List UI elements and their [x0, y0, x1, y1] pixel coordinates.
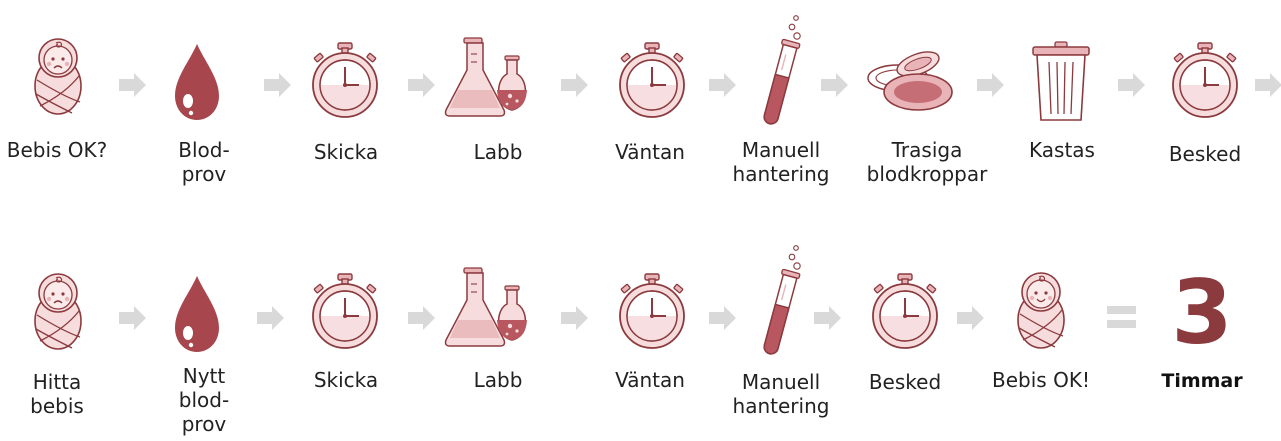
- stopwatch-icon: [313, 43, 377, 117]
- stopwatch-icon: [620, 43, 684, 117]
- arrow-icon: [119, 306, 146, 330]
- lab-flasks-icon: [446, 38, 528, 116]
- stopwatch-icon: [873, 274, 937, 348]
- stopwatch-icon: [620, 274, 684, 348]
- step-label: Väntan: [615, 140, 685, 164]
- step-label: Bebis OK!: [992, 368, 1090, 392]
- arrow-icon: [1255, 73, 1281, 97]
- arrow-icon: [408, 306, 435, 330]
- step-label: Skicka: [313, 368, 379, 392]
- total-hours-value: 3: [1171, 261, 1233, 364]
- arrow-icon: [814, 306, 841, 330]
- step-label: Skicka: [313, 140, 379, 164]
- total-hours-unit: Timmar: [1161, 370, 1243, 392]
- arrow-icon: [709, 306, 736, 330]
- baby-happy-icon: [1018, 273, 1064, 348]
- step-label: Trasiga blodkroppar: [866, 138, 988, 186]
- baby-sad-icon: [35, 39, 81, 114]
- trash-can-icon: [1033, 42, 1089, 120]
- baby-sad-icon: [35, 274, 81, 349]
- arrow-icon: [1118, 73, 1145, 97]
- step-label: Labb: [473, 140, 523, 164]
- stopwatch-icon: [313, 274, 377, 348]
- step-label: Manuell hantering: [732, 138, 830, 186]
- arrow-icon: [561, 306, 588, 330]
- step-label: Kastas: [1029, 138, 1095, 162]
- step-label: Blod- prov: [178, 138, 230, 186]
- lab-flasks-icon: [446, 268, 528, 346]
- step-label: Väntan: [615, 368, 685, 392]
- equals-icon: [1107, 306, 1136, 328]
- arrow-icon: [408, 73, 435, 97]
- stopwatch-icon: [1173, 43, 1237, 117]
- step-label: Labb: [473, 368, 523, 392]
- arrow-icon: [264, 73, 291, 97]
- arrow-icon: [977, 73, 1004, 97]
- arrow-icon: [119, 73, 146, 97]
- step-label: Hitta bebis: [30, 370, 84, 418]
- arrow-icon: [821, 73, 848, 97]
- step-label: Bebis OK?: [6, 138, 108, 162]
- blood-drop-icon: [175, 276, 219, 352]
- test-tube-icon: [761, 246, 801, 356]
- step-label: Nytt blod- prov: [178, 364, 230, 436]
- test-tube-icon: [761, 16, 801, 126]
- step-label: Besked: [868, 370, 942, 394]
- step-label: Besked: [1168, 142, 1242, 166]
- arrow-icon: [561, 73, 588, 97]
- red-blood-cells-icon: [868, 47, 952, 110]
- arrow-icon: [957, 306, 984, 330]
- arrow-icon: [709, 73, 736, 97]
- step-label: Manuell hantering: [732, 370, 830, 418]
- arrow-icon: [257, 306, 284, 330]
- blood-drop-icon: [175, 44, 219, 120]
